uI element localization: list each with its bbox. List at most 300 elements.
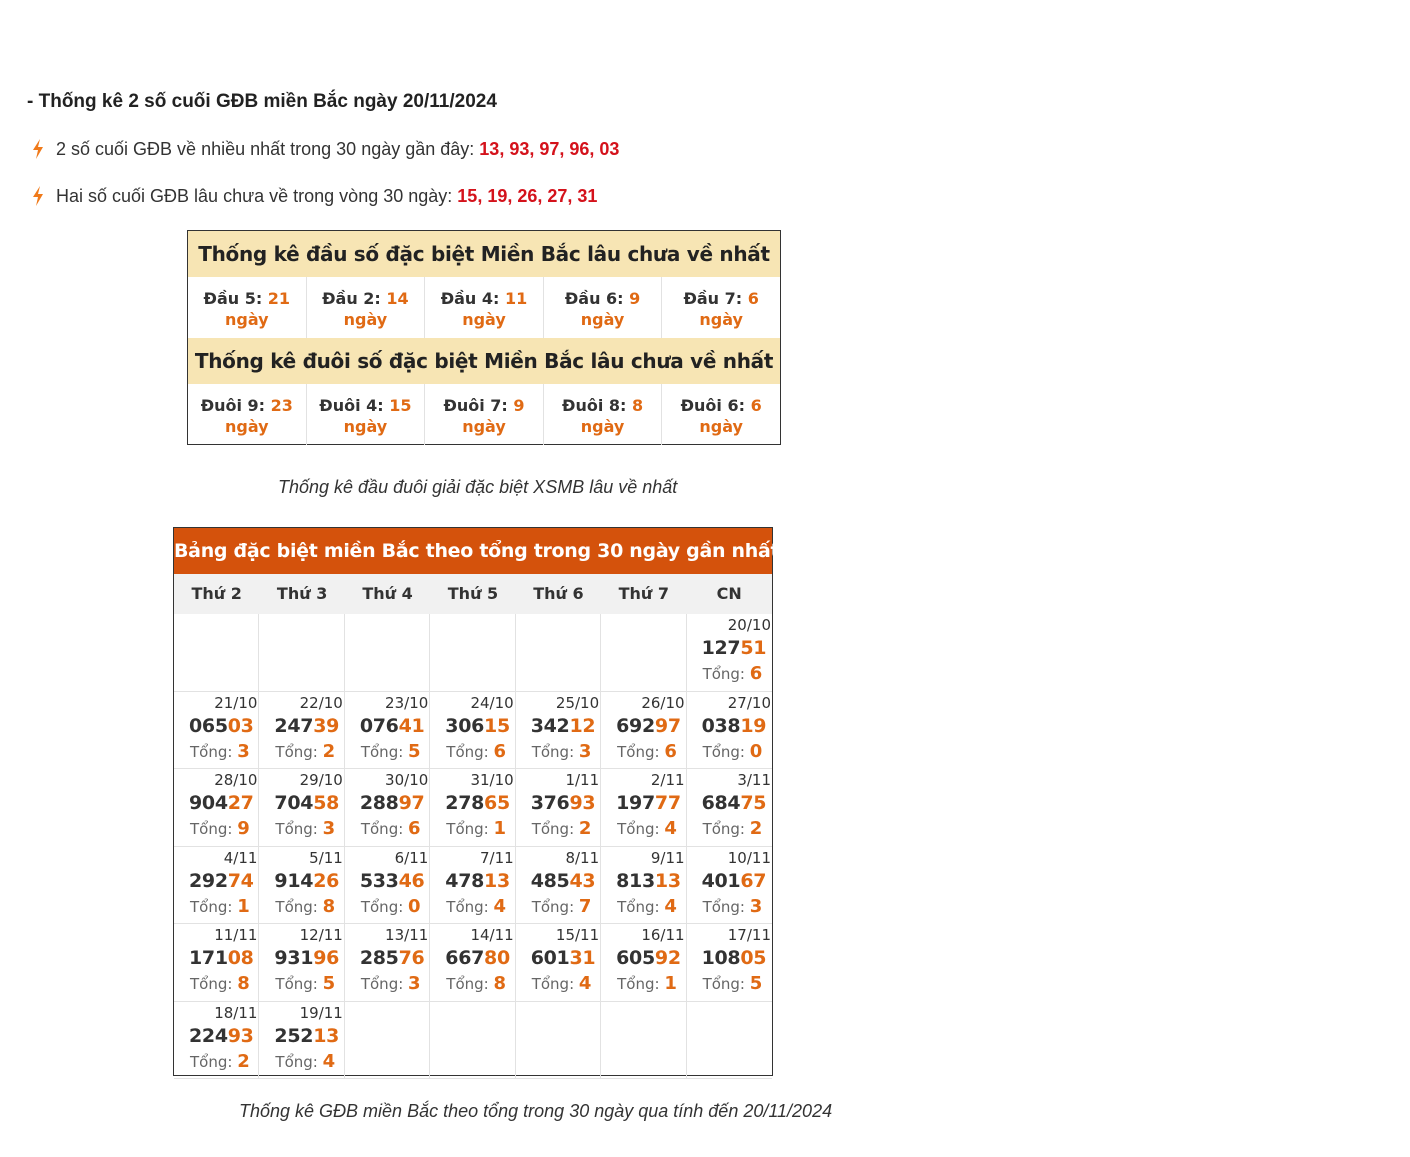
head-stat-cell-value: 6 (747, 289, 759, 308)
sum-value: 0 (749, 740, 763, 762)
digit-sum (190, 818, 250, 839)
digit-sum (617, 896, 677, 917)
tail-stat-cell-label: Đuôi 6: (680, 396, 751, 415)
calendar-empty-cell (430, 614, 515, 692)
prize-last-two: 93 (227, 1024, 254, 1047)
weekday-label: Thứ 3 (276, 584, 328, 603)
prize-last-two: 43 (569, 869, 596, 892)
sum-value: 2 (749, 818, 763, 839)
day-date: 18/11 (214, 1003, 258, 1022)
tail-stat-cell (307, 384, 426, 445)
head-stat-cell-label: Đầu 7: (683, 289, 748, 308)
calendar-day-cell (687, 847, 772, 925)
prize-last-two: 93 (569, 792, 596, 814)
sum-value: 1 (237, 895, 250, 917)
head-tail-stats-table (187, 230, 781, 445)
sum-label: Tổng: (360, 975, 409, 993)
calendar-day-cell (430, 924, 515, 1002)
tail-stats-row (188, 384, 780, 445)
tail-stat-cell-label: Đuôi 9: (200, 396, 271, 415)
sum-value: 7 (578, 895, 592, 917)
digit-sum (532, 896, 592, 917)
prize-last-two: 67 (740, 869, 767, 892)
sum-label: Tổng: (531, 975, 579, 993)
prize-number (702, 715, 767, 737)
day-date: 2/11 (650, 771, 685, 789)
digit-sum (532, 741, 592, 762)
prize-last-two: 74 (227, 869, 254, 892)
head-stat-cell-value: 9 (629, 289, 641, 308)
sum-label: Tổng: (617, 820, 665, 838)
prize-number (274, 792, 339, 814)
sum-label: Tổng: (275, 820, 323, 838)
sum-label: Tổng: (275, 897, 323, 916)
prize-number (360, 715, 425, 737)
prize-prefix: 285 (359, 947, 399, 969)
sum-value: 6 (493, 740, 507, 762)
sum-label: Tổng: (446, 897, 494, 916)
tail-stat-cell-unit: ngày (343, 417, 388, 436)
sum-label: Tổng: (702, 665, 750, 683)
sum-value: 4 (322, 1050, 336, 1072)
prize-last-two: 08 (227, 947, 254, 969)
digit-sum (275, 818, 335, 839)
day-date: 31/10 (470, 771, 514, 789)
prize-prefix: 684 (701, 792, 741, 814)
sum-label: Tổng: (702, 975, 750, 993)
prize-prefix: 038 (701, 714, 741, 737)
weekday-label: Thứ 6 (533, 584, 584, 603)
prize-prefix: 127 (701, 637, 741, 659)
bullet-longest-absent (30, 185, 597, 207)
head-stat-cell-unit: ngày (580, 310, 625, 329)
lightning-bolt-icon (30, 138, 46, 160)
head-stat-cell (188, 277, 307, 338)
digit-sum (446, 896, 506, 917)
day-date: 14/11 (470, 926, 514, 944)
prize-number (189, 792, 254, 814)
sum-label: Tổng: (446, 820, 494, 838)
prize-number (702, 792, 767, 814)
day-date: 3/11 (737, 771, 771, 789)
weekday-header (174, 574, 772, 614)
calendar-day-cell (174, 847, 259, 925)
tail-stats-title: Thống kê đuôi số đặc biệt Miền Bắc lâu chưa về nhất (188, 338, 780, 384)
prize-last-two: 26 (313, 869, 340, 892)
calendar-day-cell (516, 692, 601, 770)
day-date: 13/11 (385, 926, 429, 944)
prize-prefix: 813 (616, 869, 655, 892)
sum-label: Tổng: (702, 742, 750, 761)
prize-number (274, 1025, 339, 1047)
prize-prefix: 292 (189, 869, 228, 892)
calendar-day-cell (687, 692, 772, 770)
sum-label: Tổng: (446, 975, 494, 993)
prize-number (189, 1025, 254, 1047)
head-stat-cell-unit: ngày (462, 310, 506, 329)
day-date: 25/10 (555, 693, 600, 712)
prize-number (702, 947, 767, 969)
calendar-day-cell (601, 847, 686, 925)
digit-sum (617, 818, 677, 839)
prize-prefix: 533 (359, 869, 399, 892)
day-date: 10/11 (727, 848, 771, 867)
calendar-day-cell (259, 1002, 344, 1080)
sum-value: 1 (664, 973, 677, 994)
prize-prefix: 478 (445, 869, 485, 892)
calendar-day-cell (345, 847, 430, 925)
sum-label: Tổng: (360, 897, 409, 916)
sum-label: Tổng: (702, 820, 750, 838)
calendar-day-cell (601, 924, 686, 1002)
prize-last-two: 76 (398, 947, 425, 969)
calendar-empty-cell (601, 1002, 686, 1080)
digit-sum (446, 973, 506, 994)
prize-prefix: 171 (189, 947, 228, 969)
prize-number (445, 947, 510, 969)
caption-head-tail: Thống kê đầu đuôi giải đặc biệt XSMB lâu về nhất (278, 477, 678, 497)
prize-prefix: 288 (359, 792, 399, 814)
calendar-day-cell (516, 769, 601, 847)
sum-value: 4 (664, 895, 677, 917)
calendar-day-cell (430, 847, 515, 925)
tail-stat-cell-value: 9 (513, 396, 525, 415)
calendar-day-cell (259, 692, 344, 770)
sum-value: 2 (578, 818, 592, 839)
digit-sum (446, 741, 506, 762)
sum-label: Tổng: (360, 820, 409, 838)
prize-prefix: 904 (189, 792, 228, 814)
sum-label: Tổng: (190, 1052, 238, 1071)
calendar-day-cell (430, 692, 515, 770)
weekday-label: Thứ 5 (447, 584, 499, 603)
prize-number (360, 792, 425, 814)
calendar-day-cell (174, 769, 259, 847)
prize-last-two: 27 (227, 792, 254, 814)
day-date: 30/10 (385, 771, 429, 789)
digit-sum (275, 896, 335, 917)
head-stat-cell-value: 14 (386, 289, 409, 308)
sum-value: 4 (493, 895, 507, 917)
tail-stat-cell (188, 384, 307, 445)
sum-value: 8 (493, 973, 507, 994)
prize-last-two: 13 (313, 1024, 340, 1047)
bullet-highlight: 15, 19, 26, 27, 31 (457, 185, 598, 206)
tail-stat-cell-label: Đuôi 4: (319, 396, 390, 415)
prize-last-two: 97 (398, 792, 425, 814)
tail-stat-cell-unit: ngày (225, 417, 269, 436)
sum-value: 2 (237, 1050, 250, 1072)
digit-sum (190, 1051, 250, 1072)
sum-value: 0 (408, 895, 421, 917)
prize-number (531, 792, 596, 814)
prize-number (616, 947, 681, 969)
day-date: 15/11 (555, 926, 600, 944)
prize-prefix: 224 (189, 1024, 228, 1047)
sum-label: Tổng: (531, 742, 579, 761)
calendar-empty-cell (430, 1002, 515, 1080)
prize-number (360, 870, 425, 892)
prize-number (531, 715, 596, 737)
head-stat-cell-unit: ngày (699, 310, 743, 329)
prize-number (445, 870, 510, 892)
calendar-day-cell (345, 692, 430, 770)
head-stats-row (188, 277, 780, 338)
sum-value: 3 (408, 973, 421, 994)
sum-value: 3 (749, 895, 763, 917)
day-date: 5/11 (309, 848, 343, 867)
bullet-text: 2 số cuối GĐB về nhiều nhất trong 30 ngày gần đây: (56, 138, 475, 159)
day-date: 19/11 (299, 1003, 343, 1022)
prize-prefix: 278 (445, 792, 485, 814)
prize-last-two: 05 (740, 947, 767, 969)
calendar-empty-cell (174, 614, 259, 692)
calendar-day-cell (516, 847, 601, 925)
prize-prefix: 704 (274, 792, 314, 814)
calendar-empty-cell (601, 614, 686, 692)
day-date: 26/10 (641, 693, 685, 712)
sum-value: 8 (322, 895, 336, 917)
prize-number (445, 715, 510, 737)
calendar-day-cell (601, 692, 686, 770)
prize-last-two: 13 (654, 869, 681, 892)
digit-sum (275, 741, 335, 762)
digit-sum (703, 973, 763, 994)
sum-label: Tổng: (531, 897, 579, 916)
calendar-empty-cell (687, 1002, 772, 1080)
prize-prefix: 667 (445, 947, 485, 969)
special-prize-calendar (173, 527, 780, 1076)
prize-last-two: 31 (569, 947, 596, 969)
weekday-label: Thứ 7 (618, 584, 670, 603)
day-date: 11/11 (214, 926, 258, 944)
head-stat-cell (307, 277, 426, 338)
day-date: 4/11 (223, 848, 258, 867)
prize-number (702, 870, 767, 892)
tail-stat-cell-label: Đuôi 8: (562, 396, 632, 415)
sum-label: Tổng: (702, 897, 750, 916)
calendar-day-cell (687, 614, 772, 692)
day-date: 8/11 (565, 848, 600, 867)
bullet-highlight: 13, 93, 97, 96, 03 (479, 138, 620, 159)
weekday-label: Thứ 2 (191, 584, 242, 603)
prize-number (189, 715, 254, 737)
sum-value: 9 (237, 818, 250, 839)
prize-last-two: 77 (654, 792, 681, 814)
prize-number (274, 715, 339, 737)
sum-label: Tổng: (190, 820, 238, 838)
sum-label: Tổng: (190, 897, 238, 916)
head-stats-title: Thống kê đầu số đặc biệt Miền Bắc lâu chưa về nhất (188, 231, 780, 277)
tail-stat-cell-value: 23 (270, 396, 293, 415)
calendar-empty-cell (516, 1002, 601, 1080)
tail-stat-cell-value: 8 (631, 396, 644, 415)
day-date: 24/10 (470, 693, 514, 712)
prize-number (616, 792, 681, 814)
prize-number (445, 792, 510, 814)
calendar-empty-cell (516, 614, 601, 692)
prize-number (189, 947, 254, 969)
tail-stat-cell-unit: ngày (699, 417, 743, 436)
calendar-empty-cell (259, 614, 344, 692)
sum-label: Tổng: (275, 975, 323, 993)
digit-sum (190, 741, 250, 762)
tail-stat-cell (425, 384, 544, 445)
sum-value: 6 (749, 663, 763, 684)
digit-sum (617, 741, 677, 762)
prize-last-two: 58 (313, 792, 340, 814)
prize-last-two: 96 (313, 947, 340, 969)
day-date: 16/11 (641, 926, 685, 944)
sum-label: Tổng: (275, 742, 323, 761)
sum-label: Tổng: (360, 742, 409, 761)
prize-prefix: 306 (445, 714, 485, 737)
digit-sum (190, 973, 250, 994)
calendar-day-cell (259, 847, 344, 925)
prize-number (616, 715, 681, 737)
weekday-label: Thứ 4 (362, 584, 413, 603)
prize-last-two: 75 (740, 792, 767, 814)
head-stat-cell-label: Đầu 5: (203, 289, 268, 308)
day-date: 28/10 (214, 771, 258, 789)
head-stat-cell-label: Đầu 4: (440, 289, 505, 308)
prize-number (274, 870, 339, 892)
day-date: 27/10 (727, 693, 771, 712)
day-date: 21/10 (214, 693, 258, 712)
sum-label: Tổng: (617, 975, 665, 993)
prize-number (360, 947, 425, 969)
day-date: 9/11 (650, 848, 685, 867)
prize-last-two: 80 (484, 947, 510, 969)
day-date: 7/11 (480, 848, 514, 867)
day-date: 12/11 (299, 926, 343, 944)
sum-value: 5 (408, 740, 421, 762)
prize-prefix: 914 (274, 869, 314, 892)
tail-stat-cell (544, 384, 663, 445)
head-stat-cell-label: Đầu 6: (564, 289, 630, 308)
prize-prefix: 605 (616, 947, 655, 969)
sum-value: 5 (322, 973, 336, 994)
prize-last-two: 03 (227, 714, 254, 737)
calendar-day-cell (601, 769, 686, 847)
calendar-empty-cell (345, 1002, 430, 1080)
prize-prefix: 252 (274, 1024, 314, 1047)
prize-number (616, 870, 681, 892)
head-stat-cell-unit: ngày (225, 310, 269, 329)
calendar-day-cell (430, 769, 515, 847)
prize-prefix: 065 (189, 714, 228, 737)
prize-prefix: 692 (616, 714, 655, 737)
tail-stat-cell-label: Đuôi 7: (443, 396, 514, 415)
day-date: 23/10 (385, 693, 429, 712)
prize-last-two: 92 (654, 947, 681, 969)
prize-number (189, 870, 254, 892)
prize-last-two: 39 (313, 714, 340, 737)
weekday-label: CN (716, 584, 742, 603)
calendar-day-cell (345, 769, 430, 847)
page-heading: - Thống kê 2 số cuối GĐB miền Bắc ngày 20/11/2024 (27, 91, 497, 112)
head-stat-cell-label: Đầu 2: (322, 289, 387, 308)
digit-sum (617, 973, 677, 994)
digit-sum (703, 663, 763, 684)
prize-prefix: 931 (274, 947, 314, 969)
calendar-day-cell (259, 769, 344, 847)
calendar-day-cell (516, 924, 601, 1002)
prize-last-two: 65 (484, 792, 510, 814)
sum-label: Tổng: (617, 897, 665, 916)
digit-sum (275, 973, 335, 994)
sum-label: Tổng: (190, 742, 238, 761)
head-stat-cell-value: 11 (504, 289, 528, 308)
prize-number (531, 870, 596, 892)
calendar-empty-cell (345, 614, 430, 692)
digit-sum (275, 1051, 335, 1072)
prize-last-two: 41 (398, 714, 425, 737)
head-stat-cell (544, 277, 663, 338)
caption-calendar: Thống kê GĐB miền Bắc theo tổng trong 30 ngày qua tính đến 20/11/2024 (239, 1101, 833, 1121)
tail-stat-cell-unit: ngày (462, 417, 506, 436)
digit-sum (361, 973, 421, 994)
bullet-text: Hai số cuối GĐB lâu chưa về trong vòng 30 ngày: (56, 185, 453, 206)
bullet-most-frequent (30, 138, 619, 160)
digit-sum (703, 741, 763, 762)
sum-label: Tổng: (531, 820, 579, 838)
sum-value: 8 (237, 973, 250, 994)
calendar-grid (174, 614, 772, 1079)
prize-number (274, 947, 339, 969)
sum-value: 2 (322, 740, 336, 762)
sum-value: 6 (664, 740, 677, 762)
sum-value: 4 (664, 818, 677, 839)
day-date: 20/10 (727, 616, 771, 634)
sum-value: 1 (493, 818, 507, 839)
calendar-day-cell (174, 924, 259, 1002)
digit-sum (703, 896, 763, 917)
prize-number (531, 947, 596, 969)
prize-prefix: 247 (274, 714, 314, 737)
prize-last-two: 13 (484, 869, 510, 892)
prize-prefix: 485 (530, 869, 570, 892)
prize-last-two: 15 (484, 714, 510, 737)
calendar-day-cell (687, 769, 772, 847)
prize-prefix: 197 (616, 792, 655, 814)
prize-last-two: 12 (569, 714, 596, 737)
prize-number (702, 637, 767, 659)
head-stat-cell-value: 21 (267, 289, 291, 308)
sum-label: Tổng: (617, 742, 665, 761)
tail-stat-cell (662, 384, 780, 445)
day-date: 29/10 (299, 771, 343, 789)
digit-sum (703, 818, 763, 839)
sum-value: 3 (237, 740, 250, 762)
prize-prefix: 076 (359, 714, 399, 737)
sum-label: Tổng: (190, 975, 238, 993)
digit-sum (190, 896, 250, 917)
day-date: 6/11 (394, 848, 429, 867)
prize-last-two: 19 (740, 714, 767, 737)
sum-value: 3 (322, 818, 336, 839)
day-date: 1/11 (565, 771, 600, 789)
tail-stat-cell-value: 15 (389, 396, 412, 415)
sum-value: 4 (578, 973, 592, 994)
prize-prefix: 342 (530, 714, 570, 737)
lightning-bolt-icon (30, 185, 46, 207)
day-date: 17/11 (727, 926, 771, 944)
calendar-day-cell (174, 1002, 259, 1080)
calendar-day-cell (174, 692, 259, 770)
prize-last-two: 97 (654, 714, 681, 737)
digit-sum (361, 741, 421, 762)
